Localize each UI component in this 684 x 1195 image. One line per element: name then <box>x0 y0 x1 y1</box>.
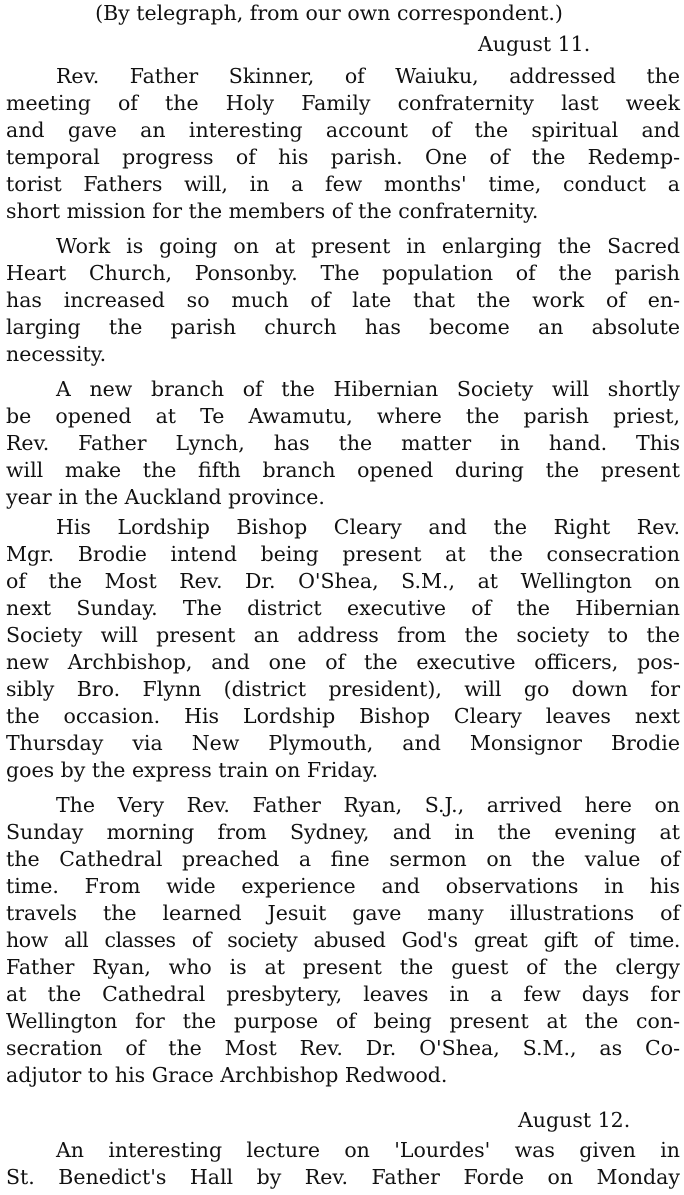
paragraph-5-line: Father Ryan, who is at present the guest of the clergy <box>6 955 680 979</box>
paragraph-1-line: temporal progress of his parish. One of the Redemp- <box>6 145 680 169</box>
paragraph-4-line: of the Most Rev. Dr. O'Shea, S.M., at Wellington on <box>6 569 680 593</box>
paragraph-3-line: Rev. Father Lynch, has the matter in hand. This <box>6 431 680 455</box>
paragraph-2-line: larging the parish church has become an absolute <box>6 315 680 339</box>
paragraph-5-line: travels the learned Jesuit gave many illustrations of <box>6 901 680 925</box>
paragraph-3-line: be opened at Te Awamutu, where the parish priest, <box>6 404 680 428</box>
paragraph-6-line: An interesting lecture on 'Lourdes' was given in <box>56 1138 680 1162</box>
paragraph-4-line: new Archbishop, and one of the executive officers, pos- <box>6 650 680 674</box>
paragraph-3-line: will make the fifth branch opened during the present <box>6 458 680 482</box>
paragraph-1-line: and gave an interesting account of the spiritual and <box>6 118 680 142</box>
paragraph-4-line: next Sunday. The district executive of the Hibernian <box>6 596 680 620</box>
paragraph-2-line: Work is going on at present in enlarging the Sacred <box>56 234 680 258</box>
paragraph-1-line: Rev. Father Skinner, of Waiuku, addressed the <box>56 64 680 88</box>
paragraph-3-line: A new branch of the Hibernian Society will shortly <box>56 377 680 401</box>
paragraph-2-line: has increased so much of late that the work of en- <box>6 288 680 312</box>
dateline-august-12: August 12. <box>518 1108 631 1132</box>
paragraph-5-line: time. From wide experience and observations in his <box>6 874 680 898</box>
paragraph-4-line: Thursday via New Plymouth, and Monsignor Brodie <box>6 731 680 755</box>
paragraph-5-line: The Very Rev. Father Ryan, S.J., arrived here on <box>56 793 680 817</box>
paragraph-4-line: goes by the express train on Friday. <box>6 758 379 782</box>
paragraph-4-line: the occasion. His Lordship Bishop Cleary leaves next <box>6 704 680 728</box>
byline: (By telegraph, from our own correspondent.) <box>95 1 563 25</box>
paragraph-5-line: Sunday morning from Sydney, and in the evening at <box>6 820 680 844</box>
paragraph-4-line: His Lordship Bishop Cleary and the Right Rev. <box>56 515 680 539</box>
paragraph-5-line: Wellington for the purpose of being present at the con- <box>6 1009 680 1033</box>
paragraph-1-line: short mission for the members of the confraternity. <box>6 199 539 223</box>
paragraph-6-line: St. Benedict's Hall by Rev. Father Forde on Monday <box>6 1165 680 1189</box>
paragraph-3-line: year in the Auckland province. <box>6 485 325 509</box>
dateline-august-11: August 11. <box>478 32 591 56</box>
paragraph-4-line: Society will present an address from the society to the <box>6 623 680 647</box>
paragraph-2-line: necessity. <box>6 342 107 366</box>
paragraph-5-line: secration of the Most Rev. Dr. O'Shea, S.M., as Co- <box>6 1036 680 1060</box>
paragraph-4-line: sibly Bro. Flynn (district president), will go down for <box>6 677 680 701</box>
paragraph-5-line: adjutor to his Grace Archbishop Redwood. <box>6 1063 448 1087</box>
paragraph-1-line: torist Fathers will, in a few months' time, conduct a <box>6 172 680 196</box>
paragraph-5-line: how all classes of society abused God's great gift of time. <box>6 928 680 952</box>
paragraph-2-line: Heart Church, Ponsonby. The population of the parish <box>6 261 680 285</box>
paragraph-4-line: Mgr. Brodie intend being present at the consecration <box>6 542 680 566</box>
paragraph-1-line: meeting of the Holy Family confraternity last week <box>6 91 680 115</box>
paragraph-5-line: the Cathedral preached a fine sermon on the value of <box>6 847 680 871</box>
paragraph-5-line: at the Cathedral presbytery, leaves in a few days for <box>6 982 680 1006</box>
